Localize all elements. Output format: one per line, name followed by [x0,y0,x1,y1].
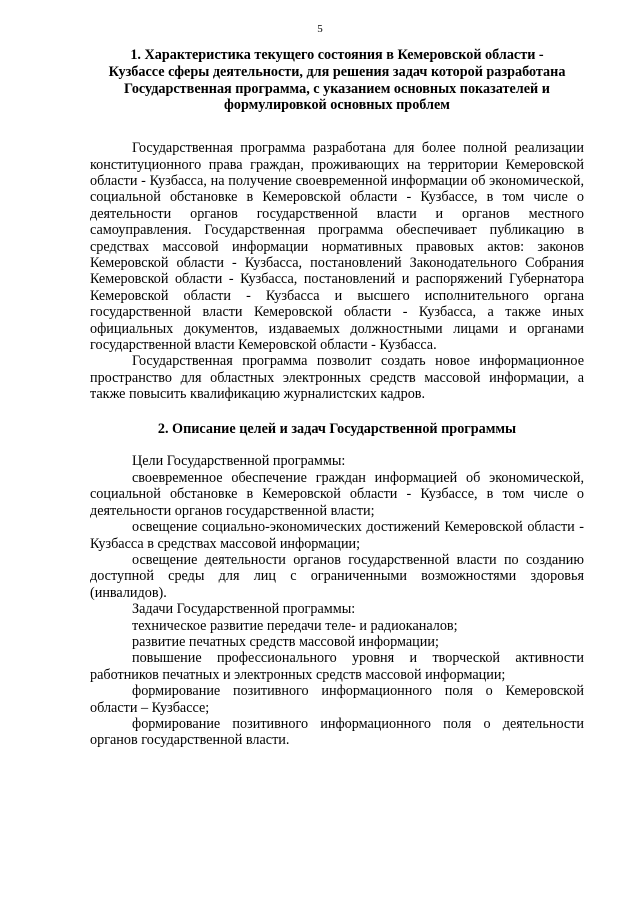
goal-item: освещение социально-экономических достижений Кемеровской области - Кузбасса в средствах массовой информации; [90,519,584,552]
task-item: формирование позитивного информационного поля о деятельности органов государственной власти. [90,715,584,749]
page-number: 5 [317,23,323,35]
goal-item: своевременное обеспечение граждан информацией об экономической, социальной обстановке в Кемеровской области - Кузбассе, в том числе о деятельности органов государственной власти; [90,469,584,519]
section-1-title-line: формулировкой основных проблем [224,97,450,114]
task-item: техническое развитие передачи теле- и радиоканалов; [132,617,458,634]
section-1-title-line: Кузбассе сферы деятельности, для решения задач которой разработана [108,63,566,80]
section-1-title-line: 1. Характеристика текущего состояния в Кемеровской области - [130,47,544,63]
goal-item: освещение деятельности органов государственной власти по созданию доступной среды для лиц с ограниченными возможностями здоровья (инвалидов). [90,551,584,601]
section-2-title: 2. Описание целей и задач Государственной программы [157,420,517,437]
section-1-title-line: Государственная программа, с указанием основных показателей и [124,80,550,97]
section-1-paragraph: Государственная программа разработана для более полной реализации конституционного права граждан, проживающих на территории Кемеровской области - Кузбасса, на получение своевременной информации об экономической, социальной обстановке в Кемеровской области - Кузбассе, в том числе о деятельности органов государственной власти и органов местного самоуправления. Государственная программа обеспечивает публикацию в средствах массовой информации нормативных правовых актов: законов Кемеровской области - Кузбасса, постановлений Законодательного Собрания Кемеровской области - Кузбасса, постановлений и распоряжений Губернатора Кемеровской области - Кузбасса и высшего исполнительного органа государственной власти Кемеровской области - Кузбасса, а также иных официальных документов, издаваемых должностными лицами и органами государственной власти Кемеровской области - Кузбасса. [90,140,584,354]
task-item: повышение профессионального уровня и творческой активности работников печатных и электронных средств массовой информации; [90,650,584,683]
document-body [90,47,584,749]
task-item: развитие печатных средств массовой информации; [132,633,439,650]
goals-heading: Цели Государственной программы: [132,453,346,470]
tasks-heading: Задачи Государственной программы: [132,601,356,618]
section-1-title [90,47,584,114]
section-2-body [90,453,584,748]
section-1-body [90,140,584,403]
section-1-paragraph: Государственная программа позволит создать новое информационное пространство для областных электронных средств массовой информации, а также повысить квалификацию журналистских кадров. [90,353,584,403]
task-item: формирование позитивного информационного поля о Кемеровской области – Кузбассе; [90,683,584,716]
